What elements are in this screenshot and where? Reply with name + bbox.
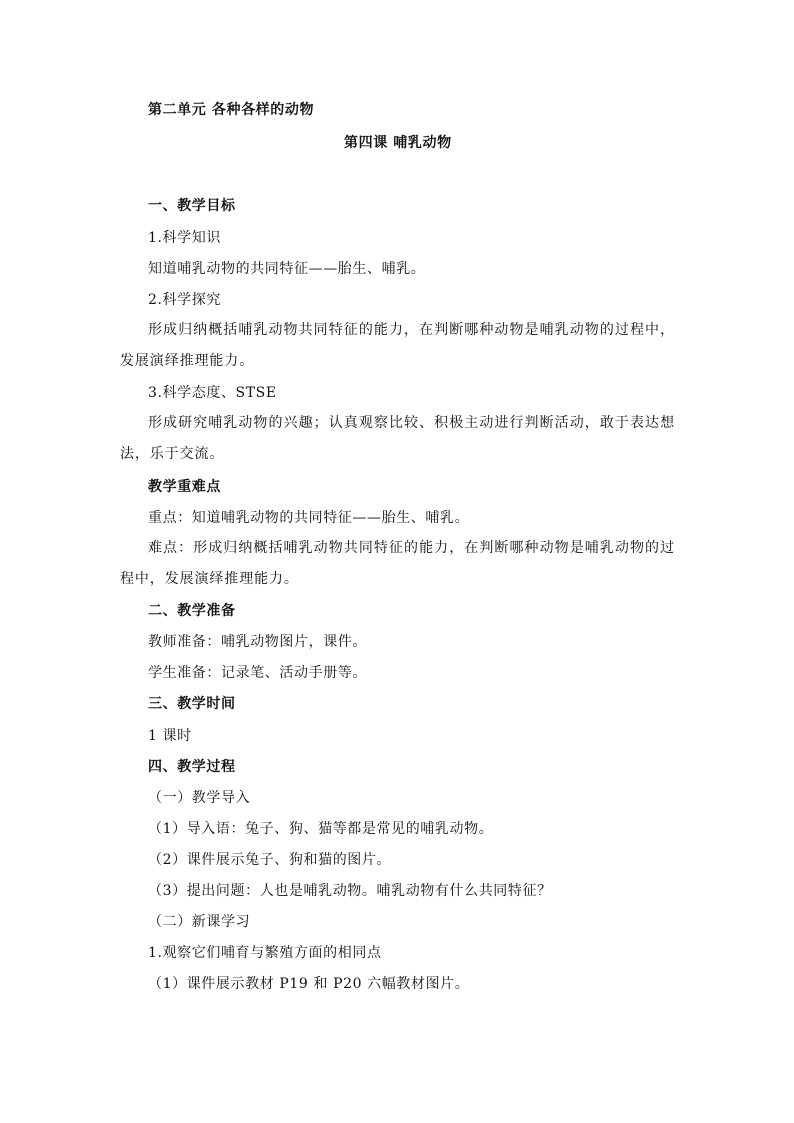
process-heading: 四、教学过程 — [148, 759, 236, 775]
observe-heading: 1.观察它们哺育与繁殖方面的相同点 — [148, 945, 382, 961]
key-difficult-heading: 教学重难点 — [148, 479, 221, 495]
intro-item-1: （1）导入语：兔子、狗、猫等都是常见的哺乳动物。 — [148, 821, 494, 837]
knowledge-text: 知道哺乳动物的共同特征——胎生、哺乳。 — [148, 261, 426, 277]
key-point: 重点：知道哺乳动物的共同特征——胎生、哺乳。 — [148, 510, 470, 526]
time-value: 1 课时 — [148, 728, 192, 744]
objectives-heading: 一、教学目标 — [148, 198, 236, 214]
attitude-heading: 3.科学态度、STSE — [148, 385, 277, 401]
unit-title: 第二单元 各种各样的动物 — [148, 102, 315, 118]
knowledge-heading: 1.科学知识 — [148, 230, 221, 246]
intro-heading: （一）教学导入 — [148, 790, 251, 806]
inquiry-heading: 2.科学探究 — [148, 292, 221, 308]
observe-item-1: （1）课件展示教材 P19 和 P20 六幅教材图片。 — [148, 976, 470, 992]
prep-heading: 二、教学准备 — [148, 603, 236, 619]
attitude-text: 形成研究哺乳动物的兴趣；认真观察比较、积极主动进行判断活动，敢于表达想法，乐于交流。 — [120, 415, 675, 462]
inquiry-text: 形成归纳概括哺乳动物共同特征的能力，在判断哪种动物是哺乳动物的过程中，发展演绎推理能力。 — [120, 322, 675, 369]
new-lesson-heading: （二）新课学习 — [148, 914, 251, 930]
difficult-point: 难点：形成归纳概括哺乳动物共同特征的能力，在判断哪种动物是哺乳动物的过程中，发展演绎推理能力。 — [120, 540, 675, 587]
lesson-title: 第四课 哺乳动物 — [344, 135, 452, 151]
intro-item-3: （3）提出问题：人也是哺乳动物。哺乳动物有什么共同特征？ — [148, 883, 552, 899]
teacher-prep: 教师准备：哺乳动物图片，课件。 — [148, 634, 367, 650]
intro-item-2: （2）课件展示兔子、狗和猫的图片。 — [148, 852, 392, 868]
student-prep: 学生准备：记录笔、活动手册等。 — [148, 665, 367, 681]
time-heading: 三、教学时间 — [148, 696, 236, 712]
